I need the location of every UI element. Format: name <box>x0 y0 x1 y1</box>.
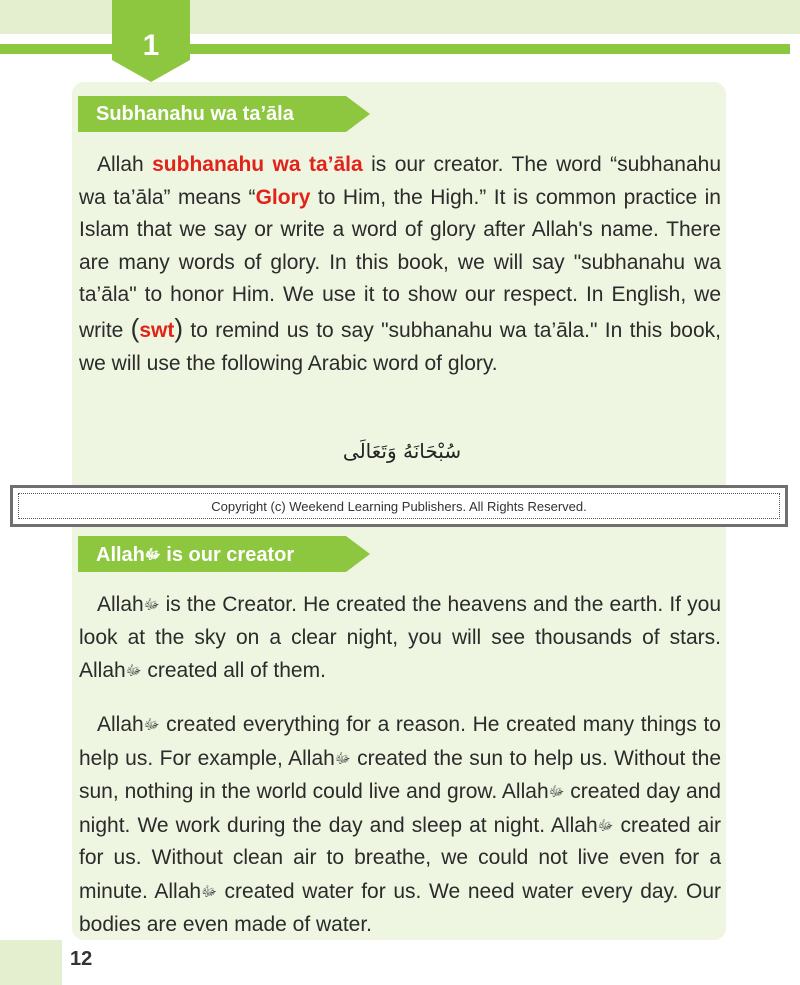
honorific-icon: ﷻ <box>334 749 351 766</box>
honorific-icon: ﷻ <box>143 716 160 732</box>
paragraph-creator: Allahﷻ is the Creator. He created the heavens and the earth. If you look at the sky on a clear night, you will see thousands of stars. Allahﷻ created all of them. <box>79 593 721 683</box>
paragraph-reasons: Allahﷻ created everything for a reason. He created many things to help us. For example, Allahﷻ created the sun to help us. Without the sun, nothing in the world could live and grow. Allahﷻ created day and night. We work during the day and sleep at night. Allahﷻ created air for us. Without clean air to breathe, we could not live even for a minute. Allahﷻ created water for us. We need water every day. Our bodies are even made of water. <box>79 713 722 936</box>
chapter-number: 1 <box>142 29 160 62</box>
paragraph-intro: Allah subhanahu wa ta’āla is our creator. The word “subhanahu wa ta’āla” means “Glory to Him, the High.” It is common practice in Islam that we say or write a word of glory after Allah's name. There are many words of glory. In this book, we will say "subhanahu wa ta’āla" to honor Him. We use it to show our respect. In English, we write (swt) to remind us to say "subhanahu wa ta’āla." In this book, we will use the following Arabic word of glory. <box>79 153 722 375</box>
copyright-bar <box>10 485 788 527</box>
honorific-icon: ﷻ <box>548 783 565 800</box>
arabic-calligraphy-glory <box>342 414 462 480</box>
honorific-icon: ﷻ <box>143 596 160 612</box>
section-heading-text-2: Allahﷻ is our creator <box>96 544 295 566</box>
copyright-text: Copyright (c) Weekend Learning Publishers. All Rights Reserved. <box>18 493 780 519</box>
section-heading-creator <box>78 536 370 572</box>
honorific-icon: ﷻ <box>144 546 161 562</box>
page-number: 12 <box>70 948 93 970</box>
honorific-icon: ﷻ <box>597 816 614 833</box>
section-heading-subhanahu <box>78 96 370 132</box>
svg-text:سُبْحَانَهُ وَتَعَالَى: سُبْحَانَهُ وَتَعَالَى <box>342 439 462 463</box>
honorific-icon: ﷻ <box>201 882 217 899</box>
footer-block <box>0 940 62 985</box>
honorific-icon: ﷻ <box>125 662 142 679</box>
section-heading-text: Subhanahu wa ta’āla <box>96 103 294 125</box>
